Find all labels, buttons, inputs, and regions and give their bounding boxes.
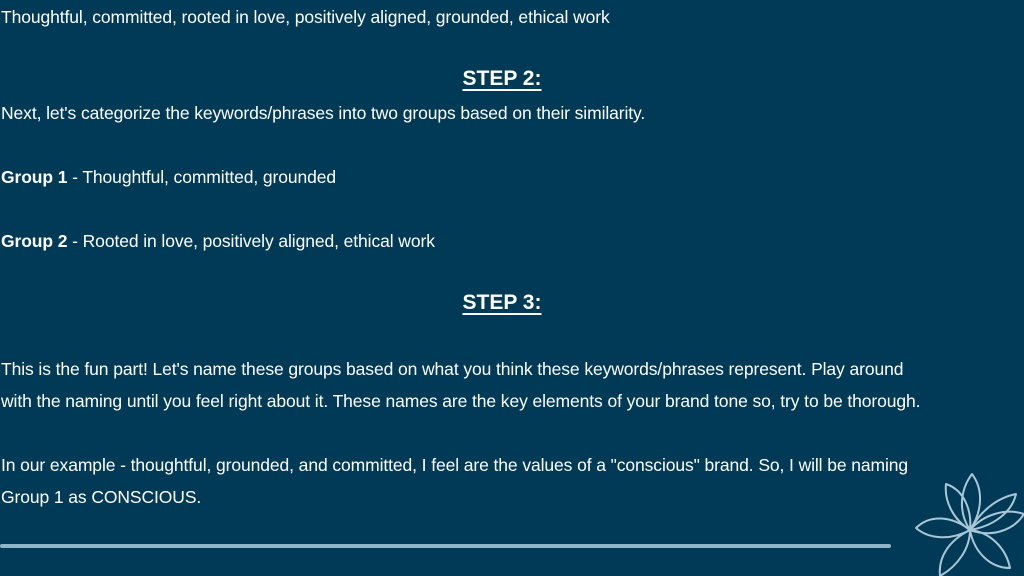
- step3-heading: STEP 3:: [462, 291, 542, 314]
- group2-label: Group 2: [1, 231, 68, 251]
- group1-line: [1, 165, 336, 189]
- group2-text: - Rooted in love, positively aligned, ethical work: [67, 231, 435, 251]
- footer-divider: [0, 544, 891, 548]
- step3-paragraph2-line1: In our example - thoughtful, grounded, and committed, I feel are the values of a "conscious" brand. So, I will be naming: [1, 455, 909, 475]
- step3-paragraph2-line2: Group 1 as CONSCIOUS.: [1, 487, 202, 507]
- step3-paragraph1-line1: This is the fun part! Let's name these groups based on what you think these keywords/phrases represent. Play around: [1, 359, 904, 379]
- group1-label: Group 1: [1, 167, 68, 187]
- step2-description: Next, let's categorize the keywords/phrases into two groups based on their similarity.: [1, 103, 646, 123]
- step2-heading: STEP 2:: [462, 67, 542, 90]
- lotus-flower-icon: [914, 468, 1024, 576]
- step3-paragraph1-line2: with the naming until you feel right about it. These names are the key elements of your brand tone so, try to be thorough.: [1, 391, 921, 411]
- group1-text: - Thoughtful, committed, grounded: [67, 167, 337, 187]
- group2-line: [1, 229, 435, 253]
- intro-keywords-line: Thoughtful, committed, rooted in love, positively aligned, grounded, ethical work: [1, 7, 610, 27]
